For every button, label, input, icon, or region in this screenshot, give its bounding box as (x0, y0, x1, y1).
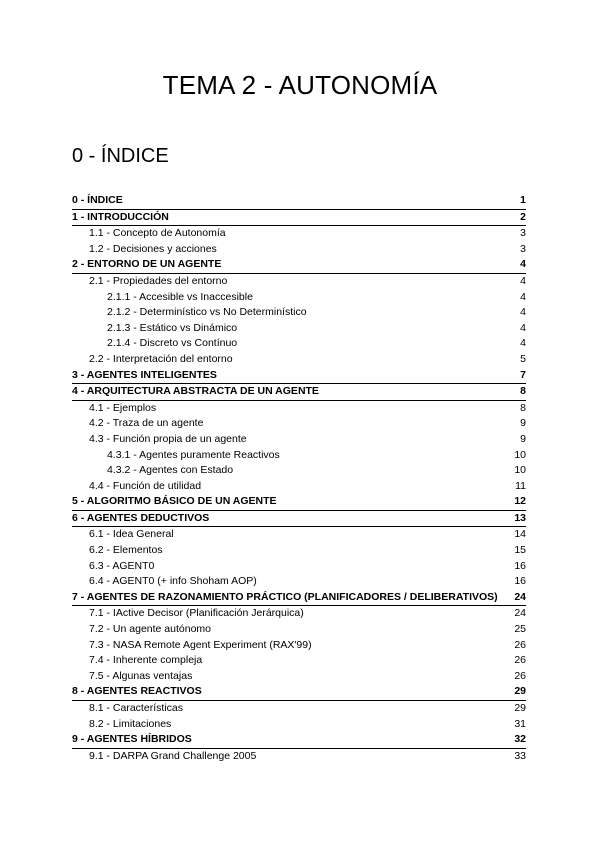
toc-entry-page: 13 (514, 511, 526, 524)
toc-entry-title: 6.2 - Elementos (89, 544, 163, 557)
toc-entry[interactable] (72, 336, 526, 352)
toc-entry[interactable] (72, 684, 526, 701)
toc-entry-page: 9 (520, 417, 526, 430)
toc-entry[interactable] (72, 543, 526, 559)
toc-entry-title: 8.2 - Limitaciones (89, 717, 172, 730)
toc-entry[interactable] (72, 274, 526, 290)
toc-entry-title: 7.3 - NASA Remote Agent Experiment (RAX'99) (89, 638, 312, 651)
toc-entry-page: 25 (514, 623, 526, 636)
toc-entry[interactable] (72, 432, 526, 448)
toc-entry[interactable] (72, 368, 526, 385)
toc-entry[interactable] (72, 732, 526, 749)
toc-entry-title: 4.1 - Ejemplos (89, 401, 157, 414)
toc-entry[interactable] (72, 242, 526, 258)
toc-entry-title: 2 - ENTORNO DE UN AGENTE (72, 258, 222, 271)
toc-entry[interactable] (72, 226, 526, 242)
toc-entry[interactable] (72, 401, 526, 417)
toc-entry-title: 4.3.2 - Agentes con Estado (107, 464, 234, 477)
toc-entry-page: 4 (520, 258, 526, 271)
toc-entry-title: 4.3 - Función propia de un agente (89, 432, 247, 445)
toc-entry[interactable] (72, 559, 526, 575)
section-heading: 0 - ÍNDICE (72, 145, 169, 167)
toc-entry[interactable] (72, 574, 526, 590)
toc-entry-title: 4.4 - Función de utilidad (89, 479, 202, 492)
toc-entry-title: 7.5 - Algunas ventajas (89, 669, 193, 682)
toc-entry[interactable] (72, 352, 526, 368)
toc-entry-title: 2.1 - Propiedades del entorno (89, 274, 228, 287)
toc-entry-page: 4 (520, 306, 526, 319)
toc-entry[interactable] (72, 416, 526, 432)
toc-entry-page: 9 (520, 432, 526, 445)
toc-entry[interactable] (72, 511, 526, 528)
toc-entry-page: 33 (514, 749, 526, 762)
toc-entry[interactable] (72, 717, 526, 733)
toc-entry-page: 4 (520, 321, 526, 334)
toc-entry[interactable] (72, 749, 526, 765)
toc-entry-page: 8 (520, 385, 526, 398)
toc-entry-title: 7 - AGENTES DE RAZONAMIENTO PRÁCTICO (PLANIFICADORES / DELIBERATIVOS) (72, 590, 498, 603)
toc-entry-title: 6.3 - AGENT0 (89, 559, 155, 572)
toc-entry-page: 16 (514, 559, 526, 572)
toc-entry-title: 1.2 - Decisiones y acciones (89, 242, 217, 255)
toc-entry[interactable] (72, 463, 526, 479)
toc-entry-title: 2.1.4 - Discreto vs Contínuo (107, 337, 238, 350)
toc-entry-page: 8 (520, 401, 526, 414)
toc-entry[interactable] (72, 257, 526, 274)
document-title: TEMA 2 - AUTONOMÍA (162, 70, 438, 100)
toc-entry-title: 5 - ALGORITMO BÁSICO DE UN AGENTE (72, 495, 277, 508)
toc-entry[interactable] (72, 622, 526, 638)
toc-entry-page: 31 (514, 717, 526, 730)
toc-entry-page: 10 (514, 448, 526, 461)
toc-entry-page: 5 (520, 352, 526, 365)
toc-entry[interactable] (72, 653, 526, 669)
toc-entry-page: 10 (514, 464, 526, 477)
toc-entry[interactable] (72, 448, 526, 464)
toc-entry-title: 7.2 - Un agente autónomo (89, 623, 212, 636)
toc-entry-page: 29 (514, 702, 526, 714)
toc-entry-page: 24 (514, 607, 526, 620)
toc-entry-title: 3 - AGENTES INTELIGENTES (72, 368, 217, 381)
toc-entry[interactable] (72, 638, 526, 654)
toc-entry-page: 3 (520, 242, 526, 255)
toc-entry[interactable] (72, 321, 526, 337)
toc-entry[interactable] (72, 193, 526, 210)
toc-entry[interactable] (72, 669, 526, 685)
toc-entry-page: 4 (520, 290, 526, 303)
toc-entry[interactable] (72, 606, 526, 622)
toc-entry-title: 7.4 - Inherente compleja (89, 654, 203, 667)
toc-entry[interactable] (72, 494, 526, 511)
toc-entry-page: 26 (514, 654, 526, 667)
toc-entry-page: 29 (514, 685, 526, 698)
toc-entry-page: 15 (514, 544, 526, 557)
toc-entry[interactable] (72, 527, 526, 543)
toc-entry-title: 9 - AGENTES HÍBRIDOS (72, 733, 192, 746)
toc-entry-page: 4 (520, 274, 526, 287)
toc-entry[interactable] (72, 305, 526, 321)
toc-entry-title: 4.3.1 - Agentes puramente Reactivos (107, 448, 280, 461)
toc-entry[interactable] (72, 384, 526, 401)
table-of-contents (72, 193, 526, 764)
toc-entry[interactable] (72, 479, 526, 495)
toc-entry-page: 11 (515, 479, 526, 492)
toc-entry-title: 1.1 - Concepto de Autonomía (89, 227, 226, 240)
toc-entry-title: 6 - AGENTES DEDUCTIVOS (72, 511, 210, 524)
toc-entry-title: 4.2 - Traza de un agente (89, 417, 204, 430)
toc-entry[interactable] (72, 701, 526, 717)
toc-entry-page: 14 (514, 528, 526, 541)
toc-entry-title: 4 - ARQUITECTURA ABSTRACTA DE UN AGENTE (72, 385, 319, 398)
toc-entry-title: 2.1.2 - Determinístico vs No Determinístico (107, 306, 307, 319)
toc-entry-title: 7.1 - IActive Decisor (Planificación Jerárquica) (89, 607, 304, 620)
toc-entry-page: 32 (514, 733, 526, 746)
toc-entry-page: 26 (514, 638, 526, 651)
toc-entry[interactable] (72, 210, 526, 227)
toc-entry[interactable] (72, 290, 526, 306)
toc-entry-title: 2.1.1 - Accesible vs Inaccesible (107, 290, 253, 303)
toc-entry-page: 16 (514, 575, 526, 588)
toc-entry-title: 8.1 - Características (89, 702, 183, 714)
toc-entry-page: 12 (514, 495, 526, 508)
toc-entry-page: 7 (520, 368, 526, 381)
toc-entry-page: 3 (520, 227, 526, 240)
toc-entry-title: 2.2 - Interpretación del entorno (89, 352, 233, 365)
toc-entry-title: 6.1 - Idea General (89, 528, 174, 541)
toc-entry-title: 0 - ÍNDICE (72, 194, 123, 206)
toc-entry[interactable] (72, 590, 526, 607)
toc-entry-page: 24 (514, 590, 526, 603)
toc-entry-title: 9.1 - DARPA Grand Challenge 2005 (89, 749, 257, 762)
toc-entry-title: 8 - AGENTES REACTIVOS (72, 685, 202, 698)
toc-entry-page: 2 (520, 210, 526, 223)
toc-entry-title: 1 - INTRODUCCIÓN (72, 210, 169, 223)
toc-entry-page: 1 (520, 194, 526, 206)
toc-entry-title: 2.1.3 - Estático vs Dinámico (107, 321, 238, 334)
toc-entry-title: 6.4 - AGENT0 (+ info Shoham AOP) (89, 575, 257, 588)
toc-entry-page: 26 (514, 669, 526, 682)
toc-entry-page: 4 (520, 337, 526, 350)
